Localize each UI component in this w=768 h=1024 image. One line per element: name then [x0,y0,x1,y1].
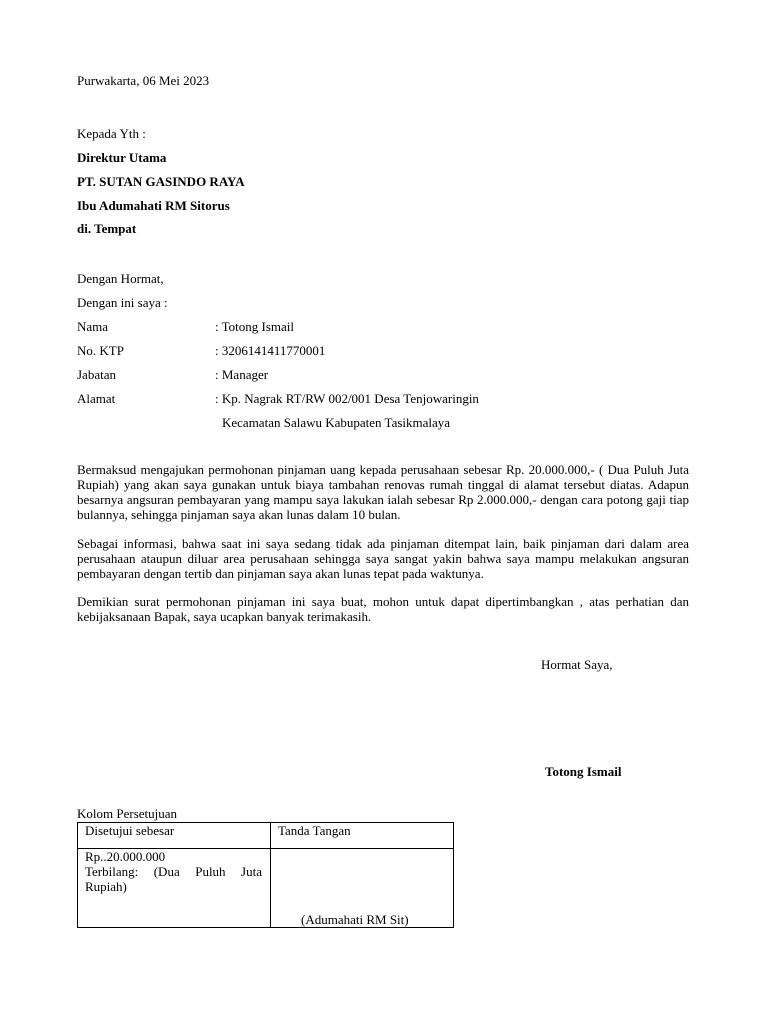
approval-header-signature: Tanda Tangan [271,823,454,849]
identity-value-address: : Kp. Nagrak RT/RW 002/001 Desa Tenjowaringin [215,391,479,406]
approver-name: (Adumahati RM Sit) [301,912,409,927]
identity-label-position: Jabatan [77,367,116,382]
approval-title: Kolom Persetujuan [77,806,178,821]
identity-label-address: Alamat [77,391,116,406]
salutation: Dengan Hormat, [77,271,164,286]
approval-header-row [78,823,454,849]
approval-signature-cell [271,849,454,928]
intro-line: Dengan ini saya : [77,295,168,310]
approval-amount: Rp..20.000.000 [85,849,166,864]
approval-body-row [78,849,454,928]
identity-address-line2: Kecamatan Salawu Kabupaten Tasikmalaya [222,415,451,430]
body-paragraph-closing: Demikian surat permohonan pinjaman ini saya buat, mohon untuk dapat dipertimbangkan , atas perhatian dan kebijaksanaan Bapak, saya ucapkan banyak terimakasih. [77,594,689,624]
approval-table [77,822,454,928]
identity-label-name: Nama [77,319,109,334]
body-paragraph-request: Bermaksud mengajukan permohonan pinjaman uang kepada perusahaan sebesar Rp. 20.000.000,- ( Dua Puluh Juta Rupiah) yang akan saya gunakan untuk biaya tambahan renovas rumah tinggal di alamat tersebut diatas. Adapun besarnya angsuran pembayaran yang mampu saya lakukan ialah sebesar Rp 2.000.000,- dengan cara potong gaji tiap bulannya, sehingga pinjaman saya akan lunas dalam 10 bulan. [77,462,689,522]
closing-phrase: Hormat Saya, [541,657,613,672]
place-date: Purwakarta, 06 Mei 2023 [77,73,210,88]
recipient-name: Ibu Adumahati RM Sitorus [77,198,230,213]
approval-amount-cell [78,849,271,928]
recipient-greeting: Kepada Yth : [77,126,146,141]
approval-amount-words: Terbilang: (Dua Puluh Juta Rupiah) [85,864,262,894]
recipient-company: PT. SUTAN GASINDO RAYA [77,174,245,189]
signer-name: Totong Ismail [545,764,622,779]
body-paragraph-information: Sebagai informasi, bahwa saat ini saya sedang tidak ada pinjaman ditempat lain, baik pinjaman dari dalam area perusahaan ataupun diluar area perusahaan sehingga saya sangat yakin bahwa saya mampu melakukan angsuran pembayaran dengan tertib dan pinjaman saya akan lunas tepat pada waktunya. [77,536,689,581]
recipient-title: Direktur Utama [77,150,167,165]
approval-header-amount: Disetujui sebesar [78,823,271,849]
recipient-location: di. Tempat [77,221,137,236]
identity-label-ktp: No. KTP [77,343,124,358]
identity-value-name: : Totong Ismail [215,319,295,334]
identity-value-ktp: : 3206141411770001 [215,343,326,358]
identity-value-position: : Manager [215,367,269,382]
